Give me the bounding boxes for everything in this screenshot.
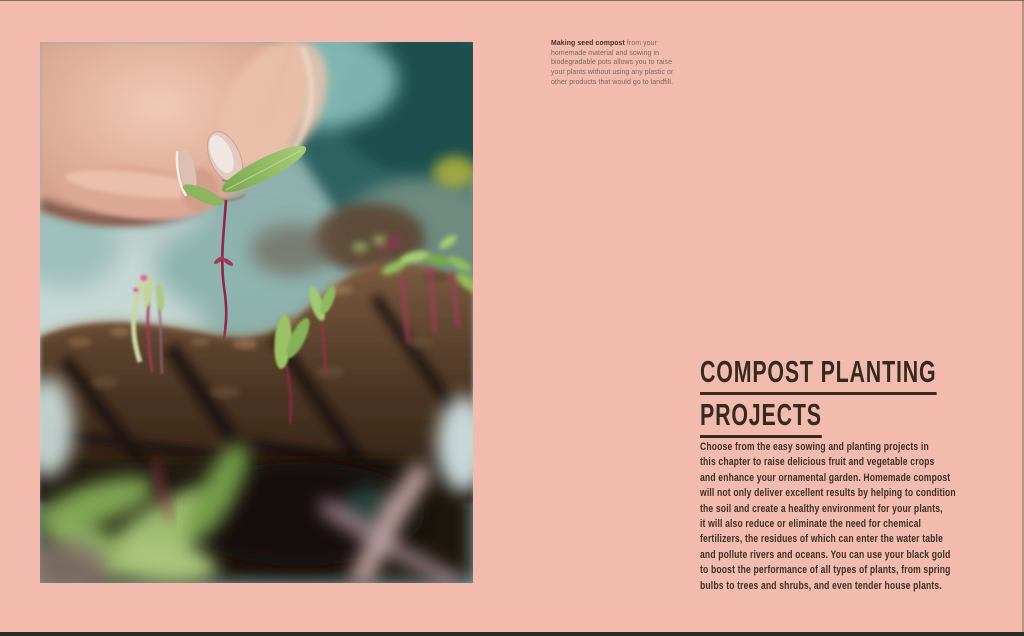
body-line: this chapter to raise delicious fruit and vegetable crops: [700, 456, 935, 469]
body-line: Choose from the easy sowing and planting projects in: [700, 441, 929, 453]
intro-paragraph: [700, 440, 956, 594]
caption-line: homemade material and sowing in: [551, 49, 660, 57]
caption-line: your plants without using any plastic or: [551, 69, 674, 77]
seed-compost-photo-art: [40, 42, 473, 583]
seed-compost-photo: [40, 42, 473, 583]
caption-lead: Making seed compost: [551, 40, 625, 47]
body-line: to boost the performance of all types of plants, from spring: [700, 564, 951, 577]
body-line: the soil and create a healthy environment for your plants,: [700, 502, 943, 515]
caption-line: other products that would go to landfill.: [551, 78, 674, 86]
body-line: and pollute rivers and oceans. You can use your black gold: [700, 548, 951, 561]
page-edge-top: [0, 0, 1024, 1]
body-line: bulbs to trees and shrubs, and even tender house plants.: [700, 579, 942, 592]
chapter-heading: [700, 357, 936, 443]
body-line: it will also reduce or eliminate the need for chemical: [700, 518, 922, 531]
heading-line-1: COMPOST PLANTING: [700, 357, 936, 395]
heading-line-2: PROJECTS: [700, 400, 822, 438]
body-line: will not only deliver excellent results by helping to condition: [700, 487, 956, 500]
photo-caption: [551, 39, 673, 88]
body-line: fertilizers, the residues of which can enter the water table: [700, 533, 943, 546]
caption-line: Making seed compost from your: [551, 40, 657, 47]
body-line: and enhance your ornamental garden. Homemade compost: [700, 471, 951, 484]
page-edge-bottom: [0, 632, 1024, 636]
caption-line: biodegradable pots allows you to raise: [551, 59, 673, 67]
